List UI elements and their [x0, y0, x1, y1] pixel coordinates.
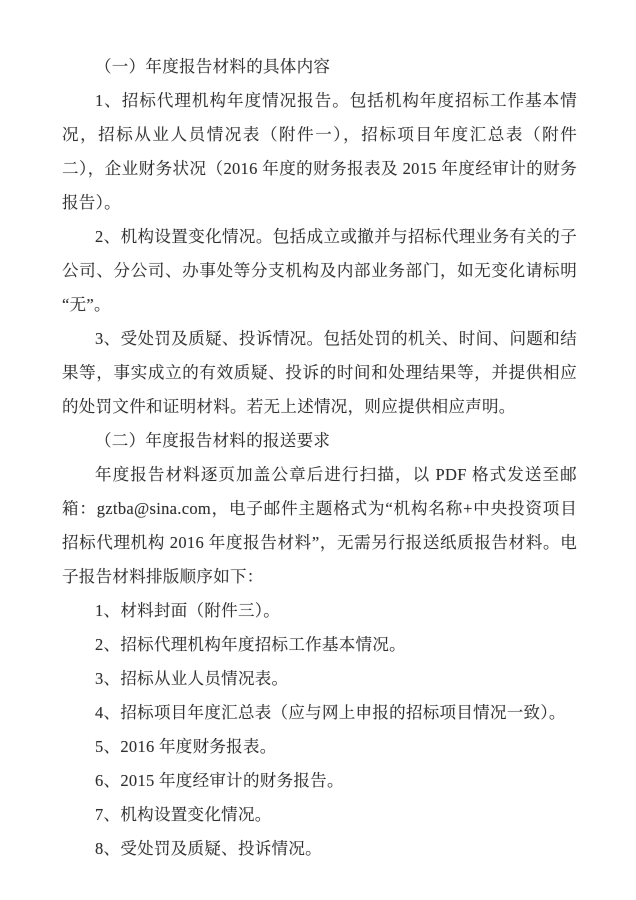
para-submission-requirements: 年度报告材料逐页加盖公章后进行扫描，以 PDF 格式发送至邮箱：gztba@sina.com，电子邮件主题格式为“机构名称+中央投资项目招标代理机构 2016 年度报告材料”，无需另行报送纸质报告材料。电子报告材料排版顺序如下：	[62, 465, 577, 586]
list-item-4-project-summary: 4、招标项目年度汇总表（应与网上申报的招标项目情况一致）。	[95, 703, 566, 722]
document-text-block	[62, 50, 577, 866]
list-item-2-basic-situation: 2、招标代理机构年度招标工作基本情况。	[95, 635, 406, 654]
para-annual-report-contents: 1、招标代理机构年度情况报告。包括机构年度招标工作基本情况，招标从业人员情况表（附件一），招标项目年度汇总表（附件二），企业财务状况（2016 年度的财务报表及 2015 年度经审计的财务报告）。	[62, 91, 577, 212]
para-organization-changes: 2、机构设置变化情况。包括成立或撤并与招标代理业务有关的子公司、分公司、办事处等分支机构及内部业务部门，如无变化请标明“无”。	[62, 227, 577, 314]
list-item-5-financial-statements: 5、2016 年度财务报表。	[95, 737, 277, 756]
list-item-1-cover: 1、材料封面（附件三）。	[95, 601, 281, 620]
section-2-heading: （二）年度报告材料的报送要求	[95, 431, 331, 450]
list-item-3-personnel-table: 3、招标从业人员情况表。	[95, 669, 289, 688]
list-item-8-penalties: 8、受处罚及质疑、投诉情况。	[95, 839, 322, 858]
section-1-heading: （一）年度报告材料的具体内容	[95, 57, 331, 76]
para-penalties-complaints: 3、受处罚及质疑、投诉情况。包括处罚的机关、时间、问题和结果等，事实成立的有效质疑、投诉的时间和处理结果等，并提供相应的处罚文件和证明材料。若无上述情况，则应提供相应声明。	[62, 329, 577, 416]
list-item-6-audited-report: 6、2015 年度经审计的财务报告。	[95, 771, 344, 790]
list-item-7-org-changes: 7、机构设置变化情况。	[95, 805, 272, 824]
